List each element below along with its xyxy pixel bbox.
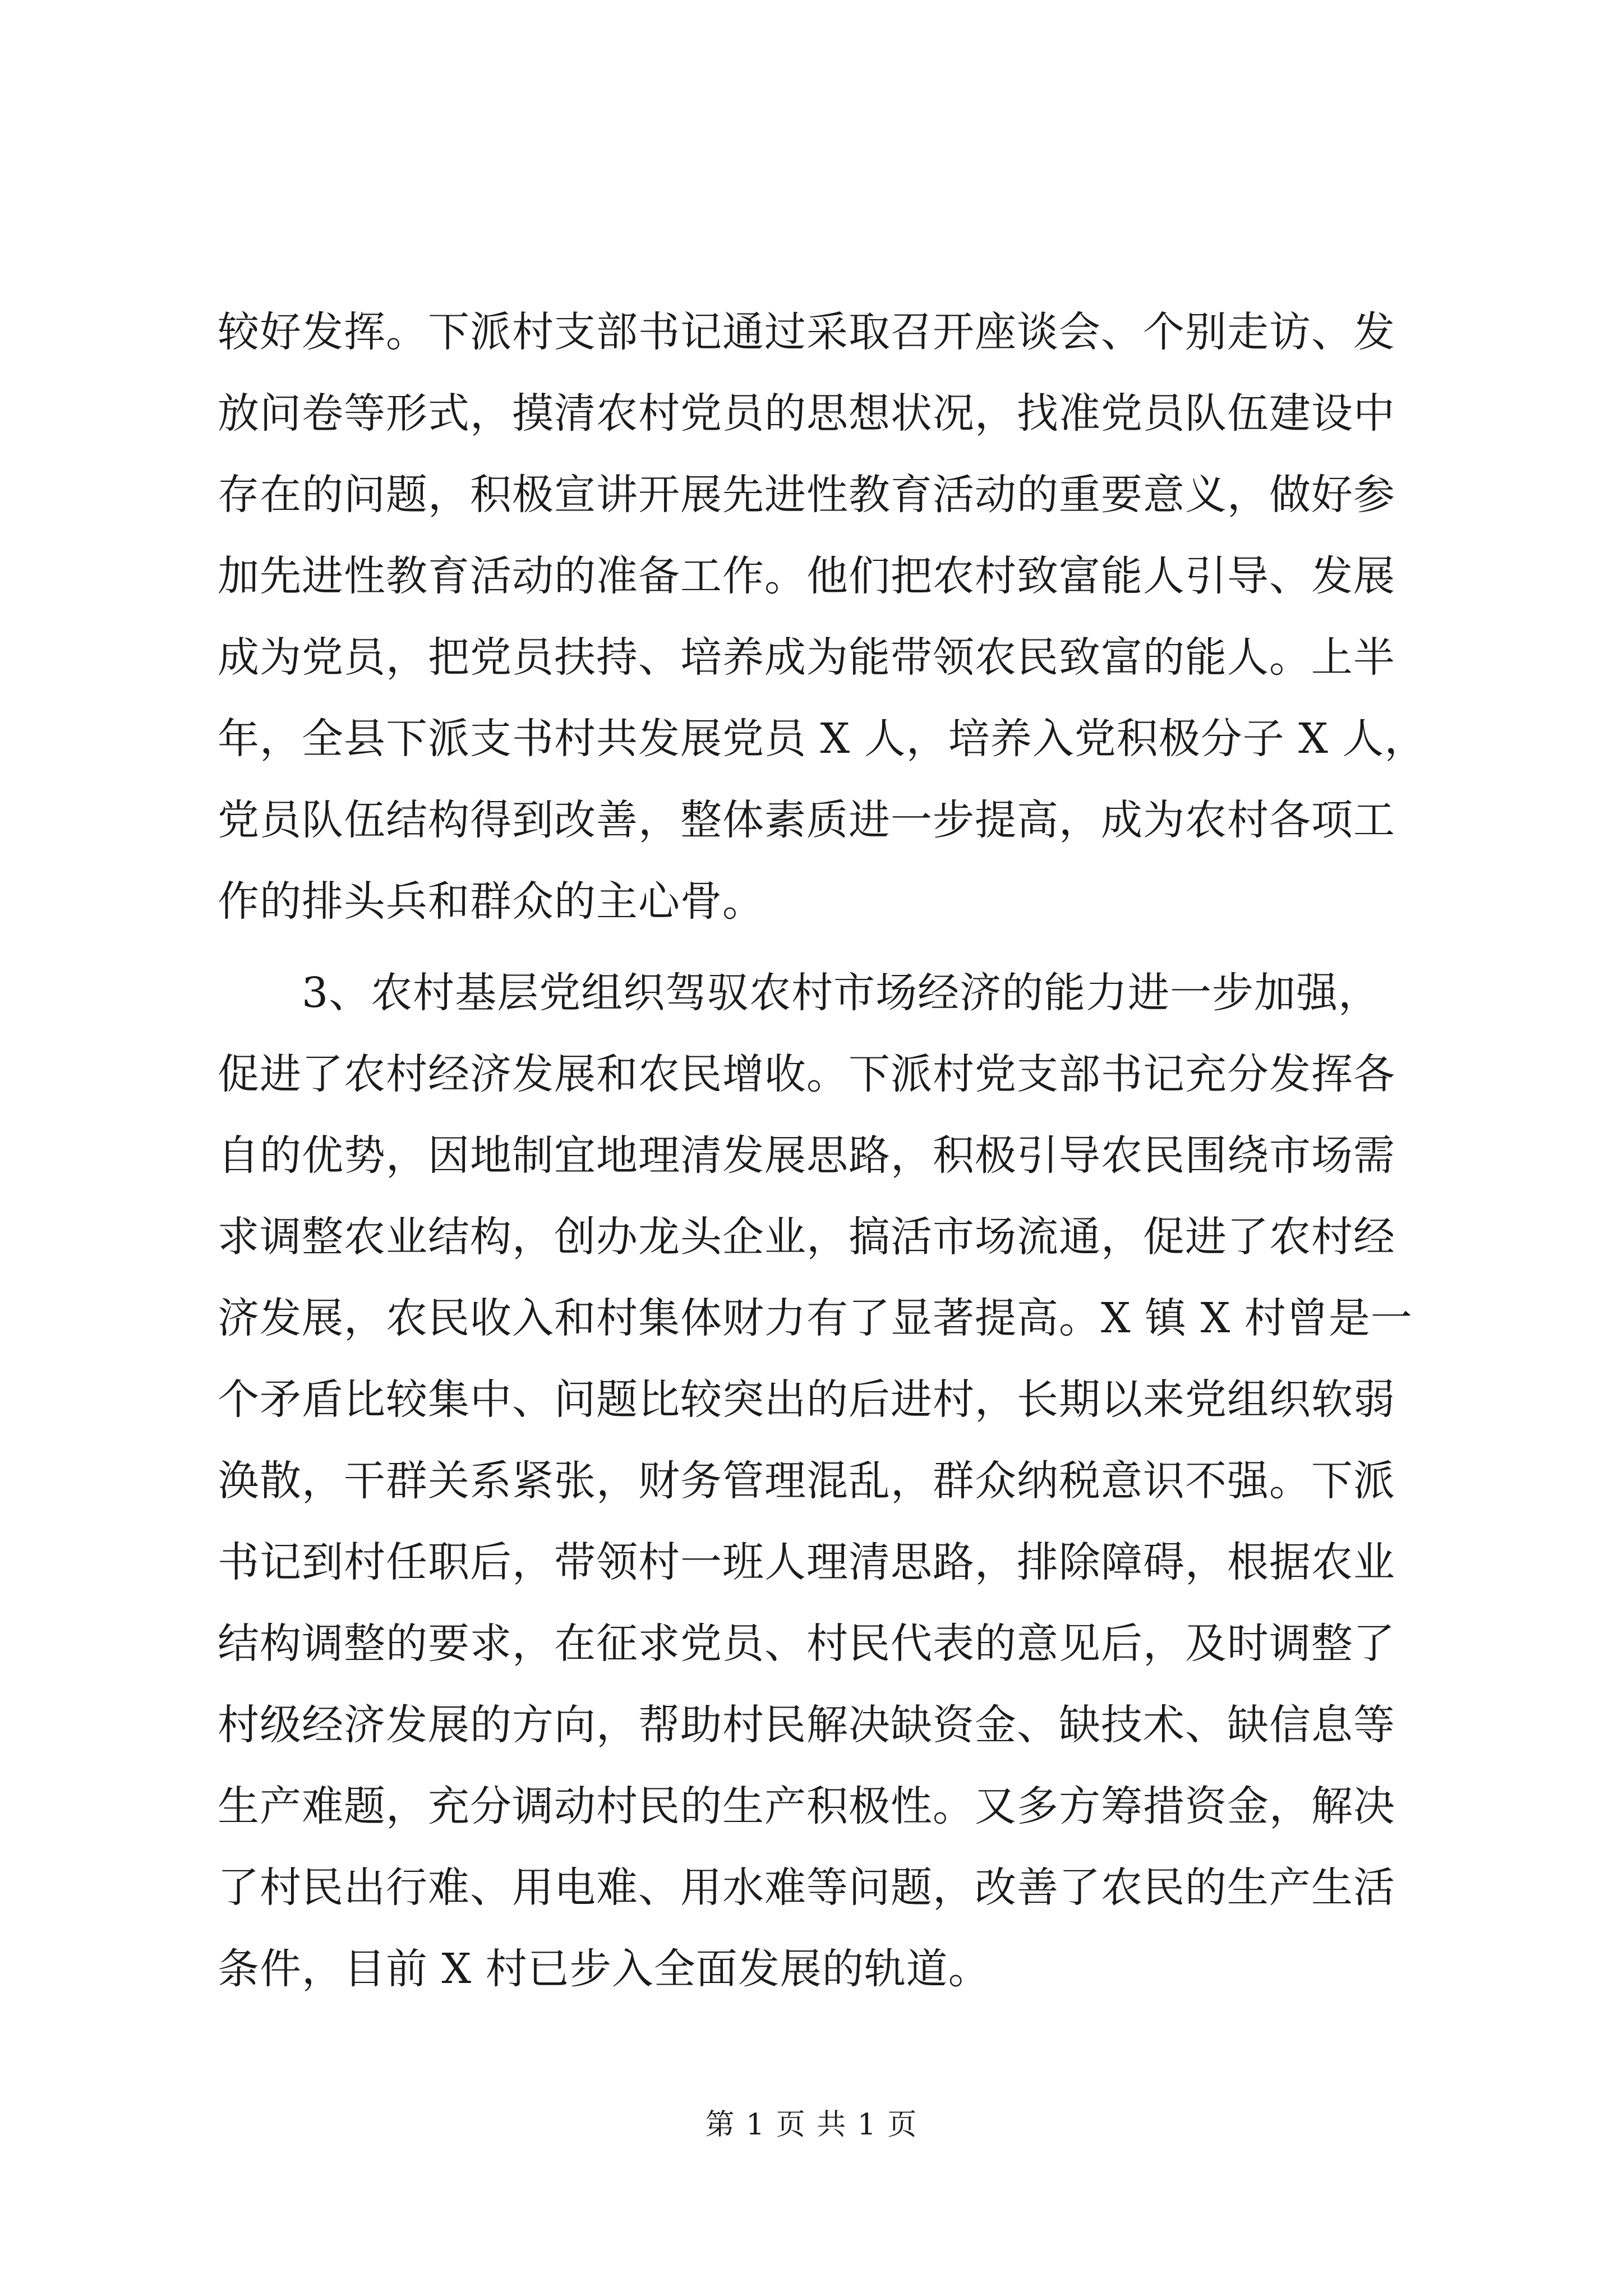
text-line: 条件，目前 X 村已步入全面发展的轨道。 [218, 1945, 990, 1993]
text-line: 结构调整的要求，在征求党员、村民代表的意见后，及时调整了 [218, 1619, 1395, 1668]
text-line: 年，全县下派支书村共发展党员 X 人，培养入党积极分子 X 人， [218, 715, 1427, 763]
text-line: 作的排头兵和群众的主心骨。 [218, 877, 764, 926]
text-line: 较好发挥。下派村支部书记通过采取召开座谈会、个别走访、发 [218, 308, 1395, 356]
text-line: 促进了农村经济发展和农民增收。下派村党支部书记充分发挥各 [218, 1050, 1395, 1098]
text-line: 了村民出行难、用电难、用水难等问题，改善了农民的生产生活 [218, 1864, 1395, 1912]
text-line: 加先进性教育活动的准备工作。他们把农村致富能人引导、发展 [218, 552, 1395, 600]
text-line: 书记到村任职后，带领村一班人理清思路，排除障碍，根据农业 [218, 1538, 1395, 1586]
text-line: 求调整农业结构，创办龙头企业，搞活市场流通，促进了农村经 [218, 1213, 1395, 1261]
paragraph-gap [218, 942, 1418, 953]
text-line: 自的优势，因地制宜地理清发展思路，积极引导农民围绕市场需 [218, 1131, 1395, 1180]
text-line: 党员队伍结构得到改善，整体素质进一步提高，成为农村各项工 [218, 796, 1395, 844]
text-line: 生产难题，充分调动村民的生产积极性。又多方筹措资金，解决 [218, 1782, 1395, 1830]
text-line: 成为党员，把党员扶持、培养成为能带领农民致富的能人。上半 [218, 633, 1395, 682]
text-line: 放问卷等形式，摸清农村党员的思想状况，找准党员队伍建设中 [218, 389, 1395, 438]
document-body [218, 292, 1427, 2010]
paragraph-1 [218, 292, 1427, 942]
paragraph-2 [218, 953, 1418, 2010]
text-line: 济发展，农民收入和村集体财力有了显著提高。X 镇 X 村曾是一 [218, 1294, 1413, 1342]
page-number-footer: 第 1 页 共 1 页 [705, 2108, 918, 2142]
text-line: 个矛盾比较集中、问题比较突出的后进村，长期以来党组织软弱 [218, 1375, 1395, 1424]
text-line: 村级经济发展的方向，帮助村民解决缺资金、缺技术、缺信息等 [218, 1701, 1395, 1749]
text-line: 涣散，干群关系紧张，财务管理混乱，群众纳税意识不强。下派 [218, 1457, 1395, 1505]
text-line: 存在的问题，积极宣讲开展先进性教育活动的重要意义，做好参 [218, 471, 1395, 519]
text-line: 3、农村基层党组织驾驭农村市场经济的能力进一步加强， [218, 969, 1381, 1017]
